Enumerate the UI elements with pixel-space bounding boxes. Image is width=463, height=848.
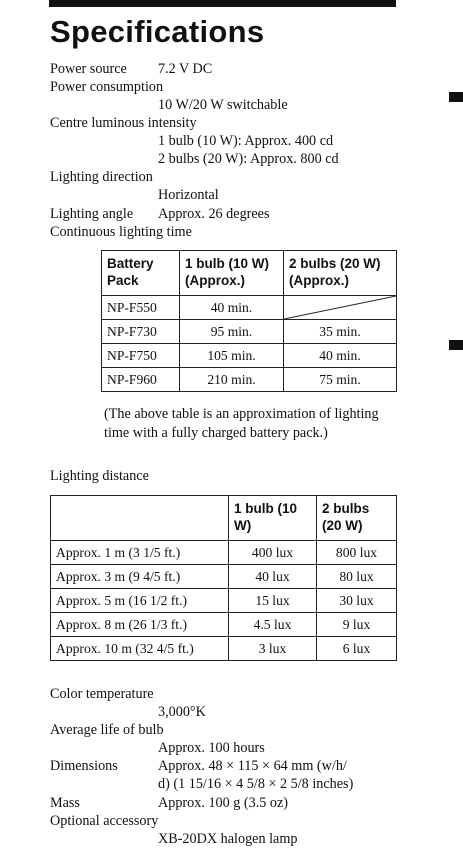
section-top-rule (49, 0, 396, 7)
lighting-distance-table (50, 495, 397, 661)
page-title: Specifications (50, 14, 265, 49)
table-cell: NP-F750 (102, 344, 180, 368)
table-cell: 400 lux (229, 541, 317, 565)
table-row (51, 565, 397, 589)
table-cell: 35 min. (284, 320, 397, 344)
color-temp-value: 3,000°K (158, 704, 206, 720)
accessory-label: Optional accessory (50, 813, 159, 829)
table-row (51, 589, 397, 613)
bulb-life-value: Approx. 100 hours (158, 740, 265, 756)
table-header-cell: Battery Pack (102, 251, 180, 296)
distance-label: Lighting distance (50, 468, 149, 484)
direction-value: Horizontal (158, 187, 219, 203)
battery-time-table (101, 250, 397, 392)
bulb-life-label: Average life of bulb (50, 722, 164, 738)
table-cell: NP-F550 (102, 296, 180, 320)
adjacent-column-marker (449, 340, 463, 350)
table-cell: 4.5 lux (229, 613, 317, 637)
dimensions-value-2: d) (1 15/16 × 4 5/8 × 2 5/8 inches) (158, 776, 354, 792)
table-cell: 75 min. (284, 368, 397, 392)
table-cell: Approx. 5 m (16 1/2 ft.) (51, 589, 229, 613)
power-source-label: Power source (50, 61, 127, 77)
angle-value: Approx. 26 degrees (158, 206, 270, 222)
power-consumption-label: Power consumption (50, 79, 164, 95)
table-row (102, 320, 397, 344)
table-cell: 9 lux (317, 613, 397, 637)
table-cell: 15 lux (229, 589, 317, 613)
table-header-cell (51, 496, 229, 541)
table-row (51, 613, 397, 637)
angle-label: Lighting angle (50, 206, 134, 222)
power-source-value: 7.2 V DC (158, 61, 213, 77)
table-row (102, 368, 397, 392)
dimensions-label: Dimensions (50, 758, 118, 774)
dimensions-value-1: Approx. 48 × 115 × 64 mm (w/h/ (158, 758, 347, 774)
table-row (51, 541, 397, 565)
direction-label: Lighting direction (50, 169, 153, 185)
table-cell: Approx. 8 m (26 1/3 ft.) (51, 613, 229, 637)
table-cell: 40 min. (284, 344, 397, 368)
table-cell: Approx. 1 m (3 1/5 ft.) (51, 541, 229, 565)
table-cell: 800 lux (317, 541, 397, 565)
table-cell: Approx. 3 m (9 4/5 ft.) (51, 565, 229, 589)
luminous-label: Centre luminous intensity (50, 115, 197, 131)
power-consumption-value: 10 W/20 W switchable (158, 97, 288, 113)
battery-note: (The above table is an approximation of lighting time with a fully charged battery pack.) (104, 406, 379, 441)
table-header-cell: 2 bulbs (20 W) (317, 496, 397, 541)
mass-value: Approx. 100 g (3.5 oz) (158, 795, 289, 811)
table-cell: 105 min. (180, 344, 284, 368)
table-cell: 210 min. (180, 368, 284, 392)
table-cell: 95 min. (180, 320, 284, 344)
table-cell: 80 lux (317, 565, 397, 589)
adjacent-column-marker (449, 92, 463, 102)
accessory-value: XB-20DX halogen lamp (158, 831, 298, 847)
color-temp-label: Color temperature (50, 686, 154, 702)
luminous-value-2: 2 bulbs (20 W): Approx. 800 cd (158, 151, 339, 167)
table-header-cell: 1 bulb (10 W) (Approx.) (180, 251, 284, 296)
table-cell: NP-F960 (102, 368, 180, 392)
table-cell: 6 lux (317, 637, 397, 661)
table-row (51, 637, 397, 661)
table-cell: 3 lux (229, 637, 317, 661)
table-cell: 40 min. (180, 296, 284, 320)
diagonal-slash-icon (284, 296, 396, 319)
table-cell: 40 lux (229, 565, 317, 589)
table-header-row (102, 251, 397, 296)
continuous-label: Continuous lighting time (50, 224, 192, 240)
table-cell: NP-F730 (102, 320, 180, 344)
table-header-cell: 1 bulb (10 W) (229, 496, 317, 541)
not-applicable-cell (284, 296, 397, 320)
table-header-cell: 2 bulbs (20 W) (Approx.) (284, 251, 397, 296)
table-header-row (51, 496, 397, 541)
table-row (102, 344, 397, 368)
table-cell: 30 lux (317, 589, 397, 613)
mass-label: Mass (50, 795, 80, 811)
table-row (102, 296, 397, 320)
table-cell: Approx. 10 m (32 4/5 ft.) (51, 637, 229, 661)
luminous-value-1: 1 bulb (10 W): Approx. 400 cd (158, 133, 334, 149)
